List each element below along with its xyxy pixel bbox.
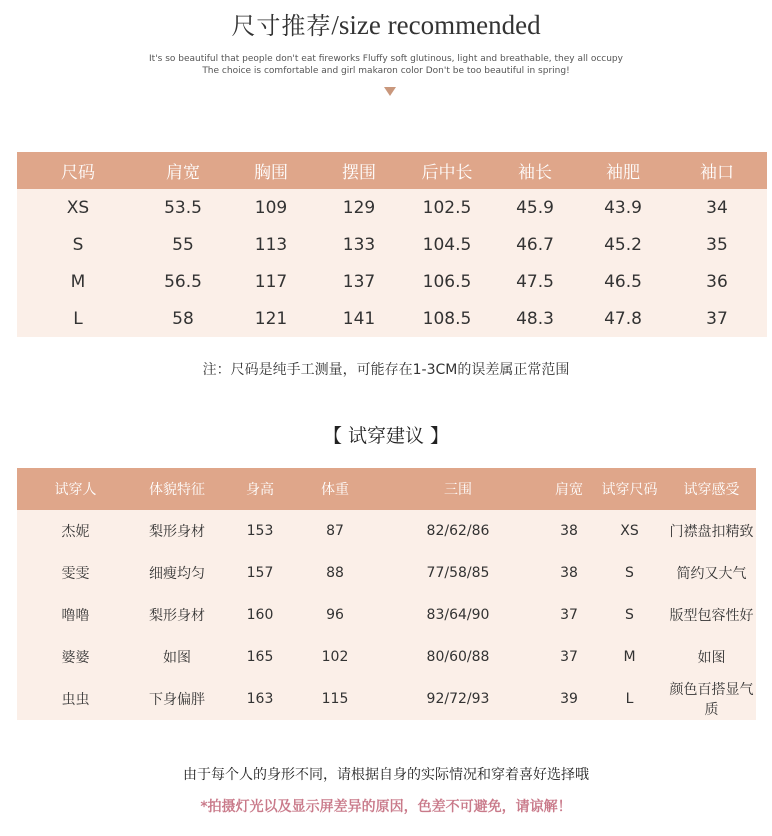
table-cell: 53.5 xyxy=(139,189,227,226)
table-row xyxy=(17,226,767,263)
fit-table-header xyxy=(17,468,756,510)
table-cell: 141 xyxy=(315,300,403,337)
table-cell: 102 xyxy=(300,636,370,678)
column-header: 袖长 xyxy=(491,152,579,189)
table-cell: 82/62/86 xyxy=(370,510,546,552)
table-cell: 109 xyxy=(227,189,315,226)
column-header: 试穿人 xyxy=(17,468,134,510)
table-cell: L xyxy=(17,300,139,337)
page-title xyxy=(0,6,772,41)
table-cell: 简约又大气 xyxy=(667,552,756,594)
column-header: 体貌特征 xyxy=(134,468,220,510)
table-cell: 37 xyxy=(546,636,592,678)
footer-note: 由于每个人的身形不同，请根据自身的实际情况和穿着喜好选择哦 xyxy=(183,767,589,783)
table-cell: 102.5 xyxy=(403,189,491,226)
table-cell: 下身偏胖 xyxy=(134,678,220,720)
table-cell: 如图 xyxy=(667,636,756,678)
title-en: /size recommended xyxy=(331,10,541,40)
table-cell: 细瘦均匀 xyxy=(134,552,220,594)
table-cell: 96 xyxy=(300,594,370,636)
table-cell: 35 xyxy=(667,226,767,263)
table-cell: 47.5 xyxy=(491,263,579,300)
title-zh: 尺寸推荐 xyxy=(231,12,332,40)
table-cell: 83/64/90 xyxy=(370,594,546,636)
table-cell: M xyxy=(592,636,667,678)
table-cell: 153 xyxy=(220,510,300,552)
table-cell: 45.2 xyxy=(579,226,667,263)
table-cell: S xyxy=(592,552,667,594)
size-table xyxy=(17,152,767,337)
table-cell: 婆婆 xyxy=(17,636,134,678)
column-header: 袖肥 xyxy=(579,152,667,189)
table-cell: 梨形身材 xyxy=(134,510,220,552)
table-cell: 46.5 xyxy=(579,263,667,300)
column-header: 尺码 xyxy=(17,152,139,189)
column-header: 身高 xyxy=(220,468,300,510)
table-cell: 版型包容性好 xyxy=(667,594,756,636)
table-cell: 108.5 xyxy=(403,300,491,337)
fit-table-body xyxy=(17,510,756,720)
column-header: 袖口 xyxy=(667,152,767,189)
column-header: 肩宽 xyxy=(546,468,592,510)
table-cell: XS xyxy=(592,510,667,552)
subtitle-line-2: The choice is comfortable and girl makaron color Don't be too beautiful in spring! xyxy=(202,66,570,76)
table-cell: 39 xyxy=(546,678,592,720)
table-cell: L xyxy=(592,678,667,720)
table-row xyxy=(17,300,767,337)
table-cell: 92/72/93 xyxy=(370,678,546,720)
table-cell: 129 xyxy=(315,189,403,226)
table-cell: 157 xyxy=(220,552,300,594)
table-cell: 杰妮 xyxy=(17,510,134,552)
table-cell: 43.9 xyxy=(579,189,667,226)
table-row xyxy=(17,594,756,636)
table-row xyxy=(17,189,767,226)
table-cell: 87 xyxy=(300,510,370,552)
size-table-body xyxy=(17,189,767,337)
table-cell: 门襟盘扣精致 xyxy=(667,510,756,552)
column-header: 试穿感受 xyxy=(667,468,756,510)
table-cell: 80/60/88 xyxy=(370,636,546,678)
table-cell: 104.5 xyxy=(403,226,491,263)
subtitle-line-1: It's so beautiful that people don't eat fireworks Fluffy soft glutinous, light and breathable, they all occupy xyxy=(149,54,623,64)
table-cell: 虫虫 xyxy=(17,678,134,720)
table-cell: 37 xyxy=(667,300,767,337)
table-cell: 160 xyxy=(220,594,300,636)
table-row xyxy=(17,636,756,678)
column-header: 体重 xyxy=(300,468,370,510)
table-cell: 如图 xyxy=(134,636,220,678)
table-cell: 45.9 xyxy=(491,189,579,226)
table-cell: M xyxy=(17,263,139,300)
size-table-header xyxy=(17,152,767,189)
table-cell: 噜噜 xyxy=(17,594,134,636)
column-header: 三围 xyxy=(370,468,546,510)
table-cell: 雯雯 xyxy=(17,552,134,594)
table-cell: 137 xyxy=(315,263,403,300)
table-cell: 163 xyxy=(220,678,300,720)
table-cell: 113 xyxy=(227,226,315,263)
table-row xyxy=(17,263,767,300)
table-cell: 106.5 xyxy=(403,263,491,300)
fit-section-title: 【 试穿建议 】 xyxy=(322,425,450,447)
table-cell: S xyxy=(17,226,139,263)
table-cell: XS xyxy=(17,189,139,226)
column-header: 摆围 xyxy=(315,152,403,189)
table-cell: 165 xyxy=(220,636,300,678)
table-cell: S xyxy=(592,594,667,636)
table-row xyxy=(17,510,756,552)
table-row xyxy=(17,678,756,720)
table-cell: 133 xyxy=(315,226,403,263)
table-cell: 34 xyxy=(667,189,767,226)
table-cell: 47.8 xyxy=(579,300,667,337)
table-cell: 56.5 xyxy=(139,263,227,300)
table-cell: 46.7 xyxy=(491,226,579,263)
column-header: 肩宽 xyxy=(139,152,227,189)
column-header: 试穿尺码 xyxy=(592,468,667,510)
table-cell: 77/58/85 xyxy=(370,552,546,594)
table-cell: 55 xyxy=(139,226,227,263)
column-header: 胸围 xyxy=(227,152,315,189)
table-cell: 115 xyxy=(300,678,370,720)
table-cell: 58 xyxy=(139,300,227,337)
table-cell: 36 xyxy=(667,263,767,300)
table-cell: 121 xyxy=(227,300,315,337)
table-cell: 88 xyxy=(300,552,370,594)
table-row xyxy=(17,552,756,594)
table-cell: 117 xyxy=(227,263,315,300)
table-cell: 38 xyxy=(546,510,592,552)
color-warning: *拍摄灯光以及显示屏差异的原因，色差不可避免，请谅解！ xyxy=(200,799,572,815)
table-cell: 颜色百搭显气质 xyxy=(667,678,756,720)
table-cell: 38 xyxy=(546,552,592,594)
triangle-down-icon xyxy=(384,87,396,96)
column-header: 后中长 xyxy=(403,152,491,189)
table-cell: 37 xyxy=(546,594,592,636)
table-cell: 梨形身材 xyxy=(134,594,220,636)
fit-table xyxy=(17,468,756,720)
size-note: 注：尺码是纯手工测量，可能存在1-3CM的误差属正常范围 xyxy=(202,362,570,378)
table-cell: 48.3 xyxy=(491,300,579,337)
